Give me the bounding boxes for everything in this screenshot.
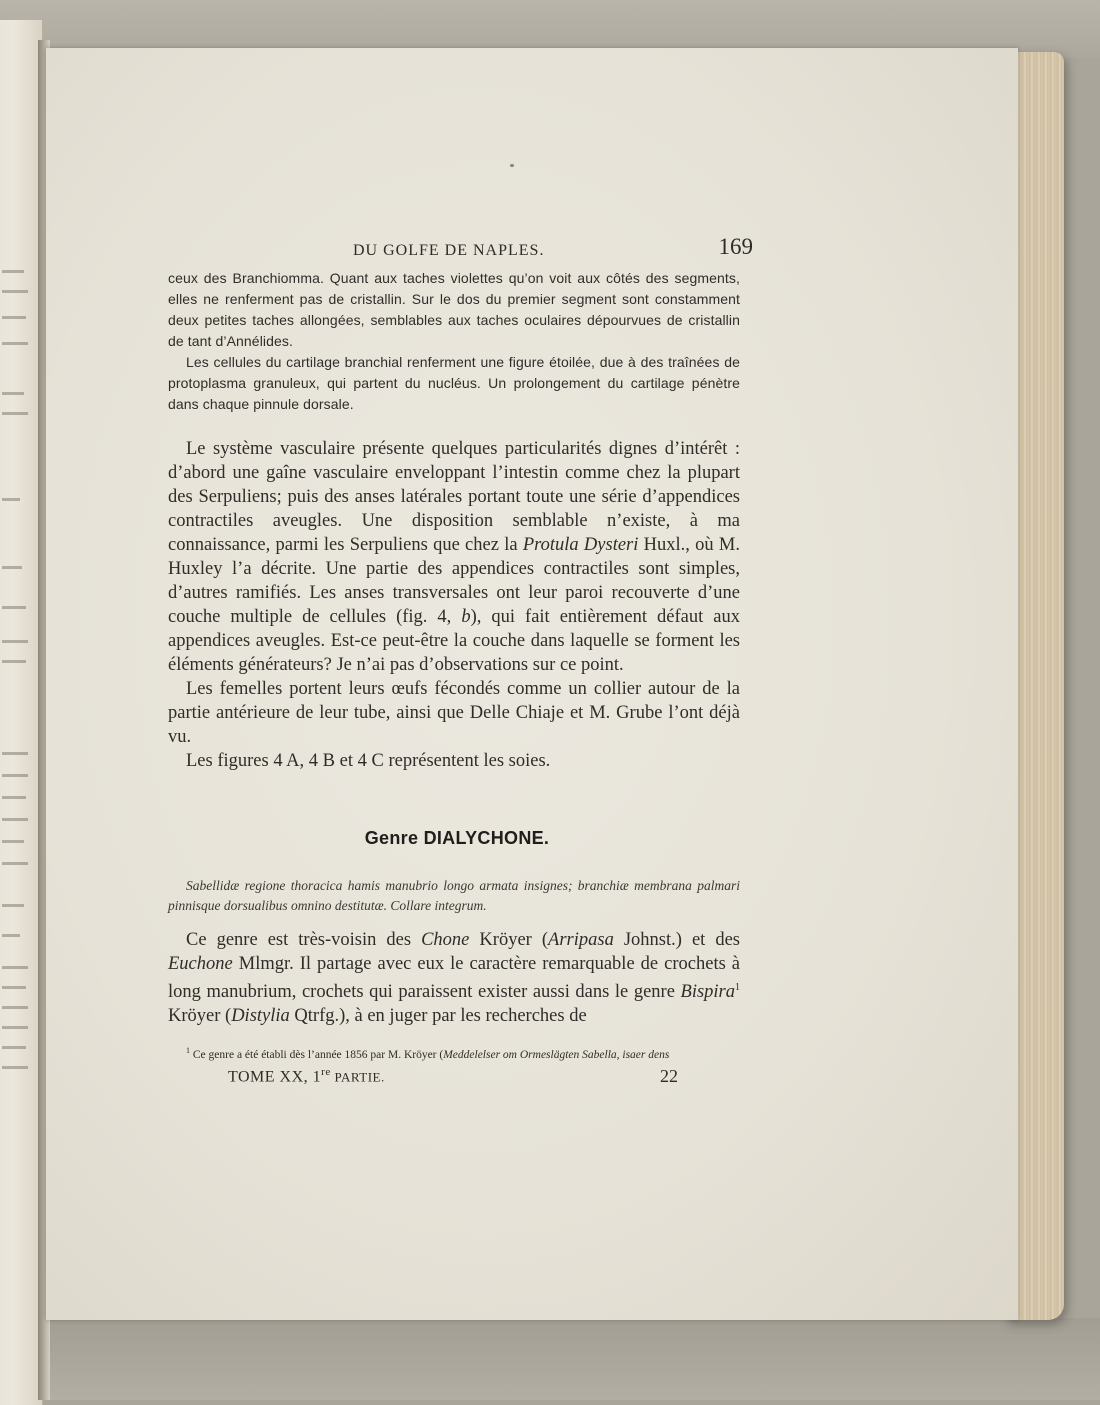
prev-text-line: [2, 270, 24, 273]
running-title: DU GOLFE DE NAPLES.: [353, 242, 545, 259]
prev-text-line: [2, 774, 28, 777]
body-text-block: [168, 437, 740, 773]
text-run: Mlmgr. Il partage avec eux le caractère remarquable de crochets à long manubrium, crochets qui paraissent exister aussi dans le genre: [168, 954, 740, 1003]
previous-page-edge: [0, 20, 43, 1405]
small-text-block: [168, 268, 740, 415]
text-run: Le système vasculaire présente quelques particularités dignes d’intérêt : d’abord une gaîne vasculaire enveloppant l’intestin comme chez la plupart des Serpuliens; puis des anses latérales portant toute une série d’appendices contractiles aveugles. Une disposition semblable n’existe, à ma connaissance, parmi les Serpuliens que chez la: [168, 439, 740, 555]
running-header: [353, 234, 753, 264]
footnote-title: Meddelelser om Ormeslägten Sabella, isaer dens: [443, 1048, 670, 1061]
latin-diagnosis: Sabellidæ regione thoracica hamis manubrio longo armata insignes; branchiæ membrana palmari pinnisque dorsualibus omnino destitutæ. Collare integrum.: [168, 878, 740, 913]
text-run: Kröyer (: [469, 930, 549, 950]
prev-text-line: [2, 796, 26, 799]
prev-text-line: [2, 1066, 28, 1069]
text-run: Qtrfg.), à en juger par les recherches de: [289, 1006, 587, 1027]
paragraph-cartilage: Les cellules du cartilage branchial renferment une figure étoilée, due à des traînées de protoplasma granuleux, qui partent du nucléus. Un prolongement du cartilage pénètre dans chaque pinnule dorsale.: [168, 354, 740, 412]
prev-text-line: [2, 498, 20, 501]
footnote-reference: 1: [735, 982, 740, 993]
text-run: Ce genre est très-voisin des: [186, 930, 422, 950]
paragraph-femelles: Les femelles portent leurs œufs fécondés comme un collier autour de la partie antérieure de leur tube, ainsi que Delle Chiaje et M. Grube l’ont déjà vu.: [168, 679, 740, 747]
prev-text-line: [2, 818, 28, 821]
genus-name: Distylia: [231, 1006, 290, 1027]
page-number: 169: [718, 234, 753, 259]
prev-text-line: [2, 1006, 28, 1009]
prev-text-line: [2, 752, 28, 755]
prev-text-line: [2, 606, 26, 609]
latin-diagnosis-block: [168, 876, 740, 916]
prev-text-line: [2, 566, 22, 569]
tome-superscript: re: [321, 1066, 331, 1078]
footnote-block: [168, 1043, 740, 1063]
genus-name: Arripasa: [548, 930, 614, 950]
prev-text-line: [2, 316, 26, 319]
footnote: [168, 1043, 740, 1063]
signature-number: 22: [660, 1066, 678, 1086]
prev-text-line: [2, 1026, 28, 1029]
figure-letter: b: [461, 607, 471, 627]
background-bottom: [0, 1318, 1100, 1400]
paragraph-vascular: [168, 437, 740, 677]
prev-text-line: [2, 290, 28, 293]
tome-label: TOME XX, 1: [228, 1068, 322, 1086]
prev-text-line: [2, 904, 24, 907]
volume-signature: [228, 1066, 385, 1086]
species-name: Protula Dysteri: [522, 535, 639, 555]
prev-text-line: [2, 660, 26, 663]
footnote-mark: 1: [186, 1046, 190, 1055]
prev-text-line: [2, 640, 28, 643]
genus-name: Euchone: [168, 954, 233, 974]
paragraph-genre: [168, 928, 740, 1028]
genus-heading: Genre DIALYCHONE.: [364, 828, 550, 848]
text-run: Huxl., où M. Huxley l’a décrite. Une partie des appendices contractiles sont simples, d’autres ramifiés. Les anses transversales ont leur paroi recouverte d’une couche multiple de cellules (fig. 4,: [168, 535, 741, 627]
text-run: Ce genre a été établi dès l’année 1856 par M. Kröyer (: [190, 1048, 444, 1061]
genus-name: Bispira: [680, 982, 735, 1003]
paragraph-figures: Les figures 4 A, 4 B et 4 C représentent les soies.: [186, 751, 551, 771]
paper-speck: [510, 164, 514, 167]
genre-text-block: [168, 928, 740, 1028]
paragraph-eyes: ceux des Branchiomma. Quant aux taches violettes qu’on voit aux côtés des segments, elles ne renferment pas de cristallin. Sur le dos du premier segment sont constamment deux petites taches allongées, semblables aux taches oculaires dépourvues de cristallin de tant d’Annélides.: [168, 270, 740, 349]
text-run: Johnst.) et des: [613, 930, 740, 950]
prev-text-line: [2, 862, 28, 865]
prev-text-line: [2, 392, 24, 395]
prev-text-line: [2, 840, 24, 843]
prev-text-line: [2, 934, 20, 937]
genus-name: Chone: [421, 930, 470, 950]
prev-text-line: [2, 966, 28, 969]
prev-text-line: [2, 342, 28, 345]
prev-text-line: [2, 1046, 26, 1049]
text-run: ), qui fait entièrement défaut aux appendices aveugles. Est-ce peut-être la couche dans laquelle se forment les éléments générateurs? Je n’ai pas d’observations sur ce point.: [168, 607, 740, 675]
prev-text-line: [2, 986, 26, 989]
prev-text-line: [2, 412, 28, 415]
text-run: Kröyer (: [168, 1006, 232, 1027]
partie-label: PARTIE.: [330, 1069, 385, 1085]
